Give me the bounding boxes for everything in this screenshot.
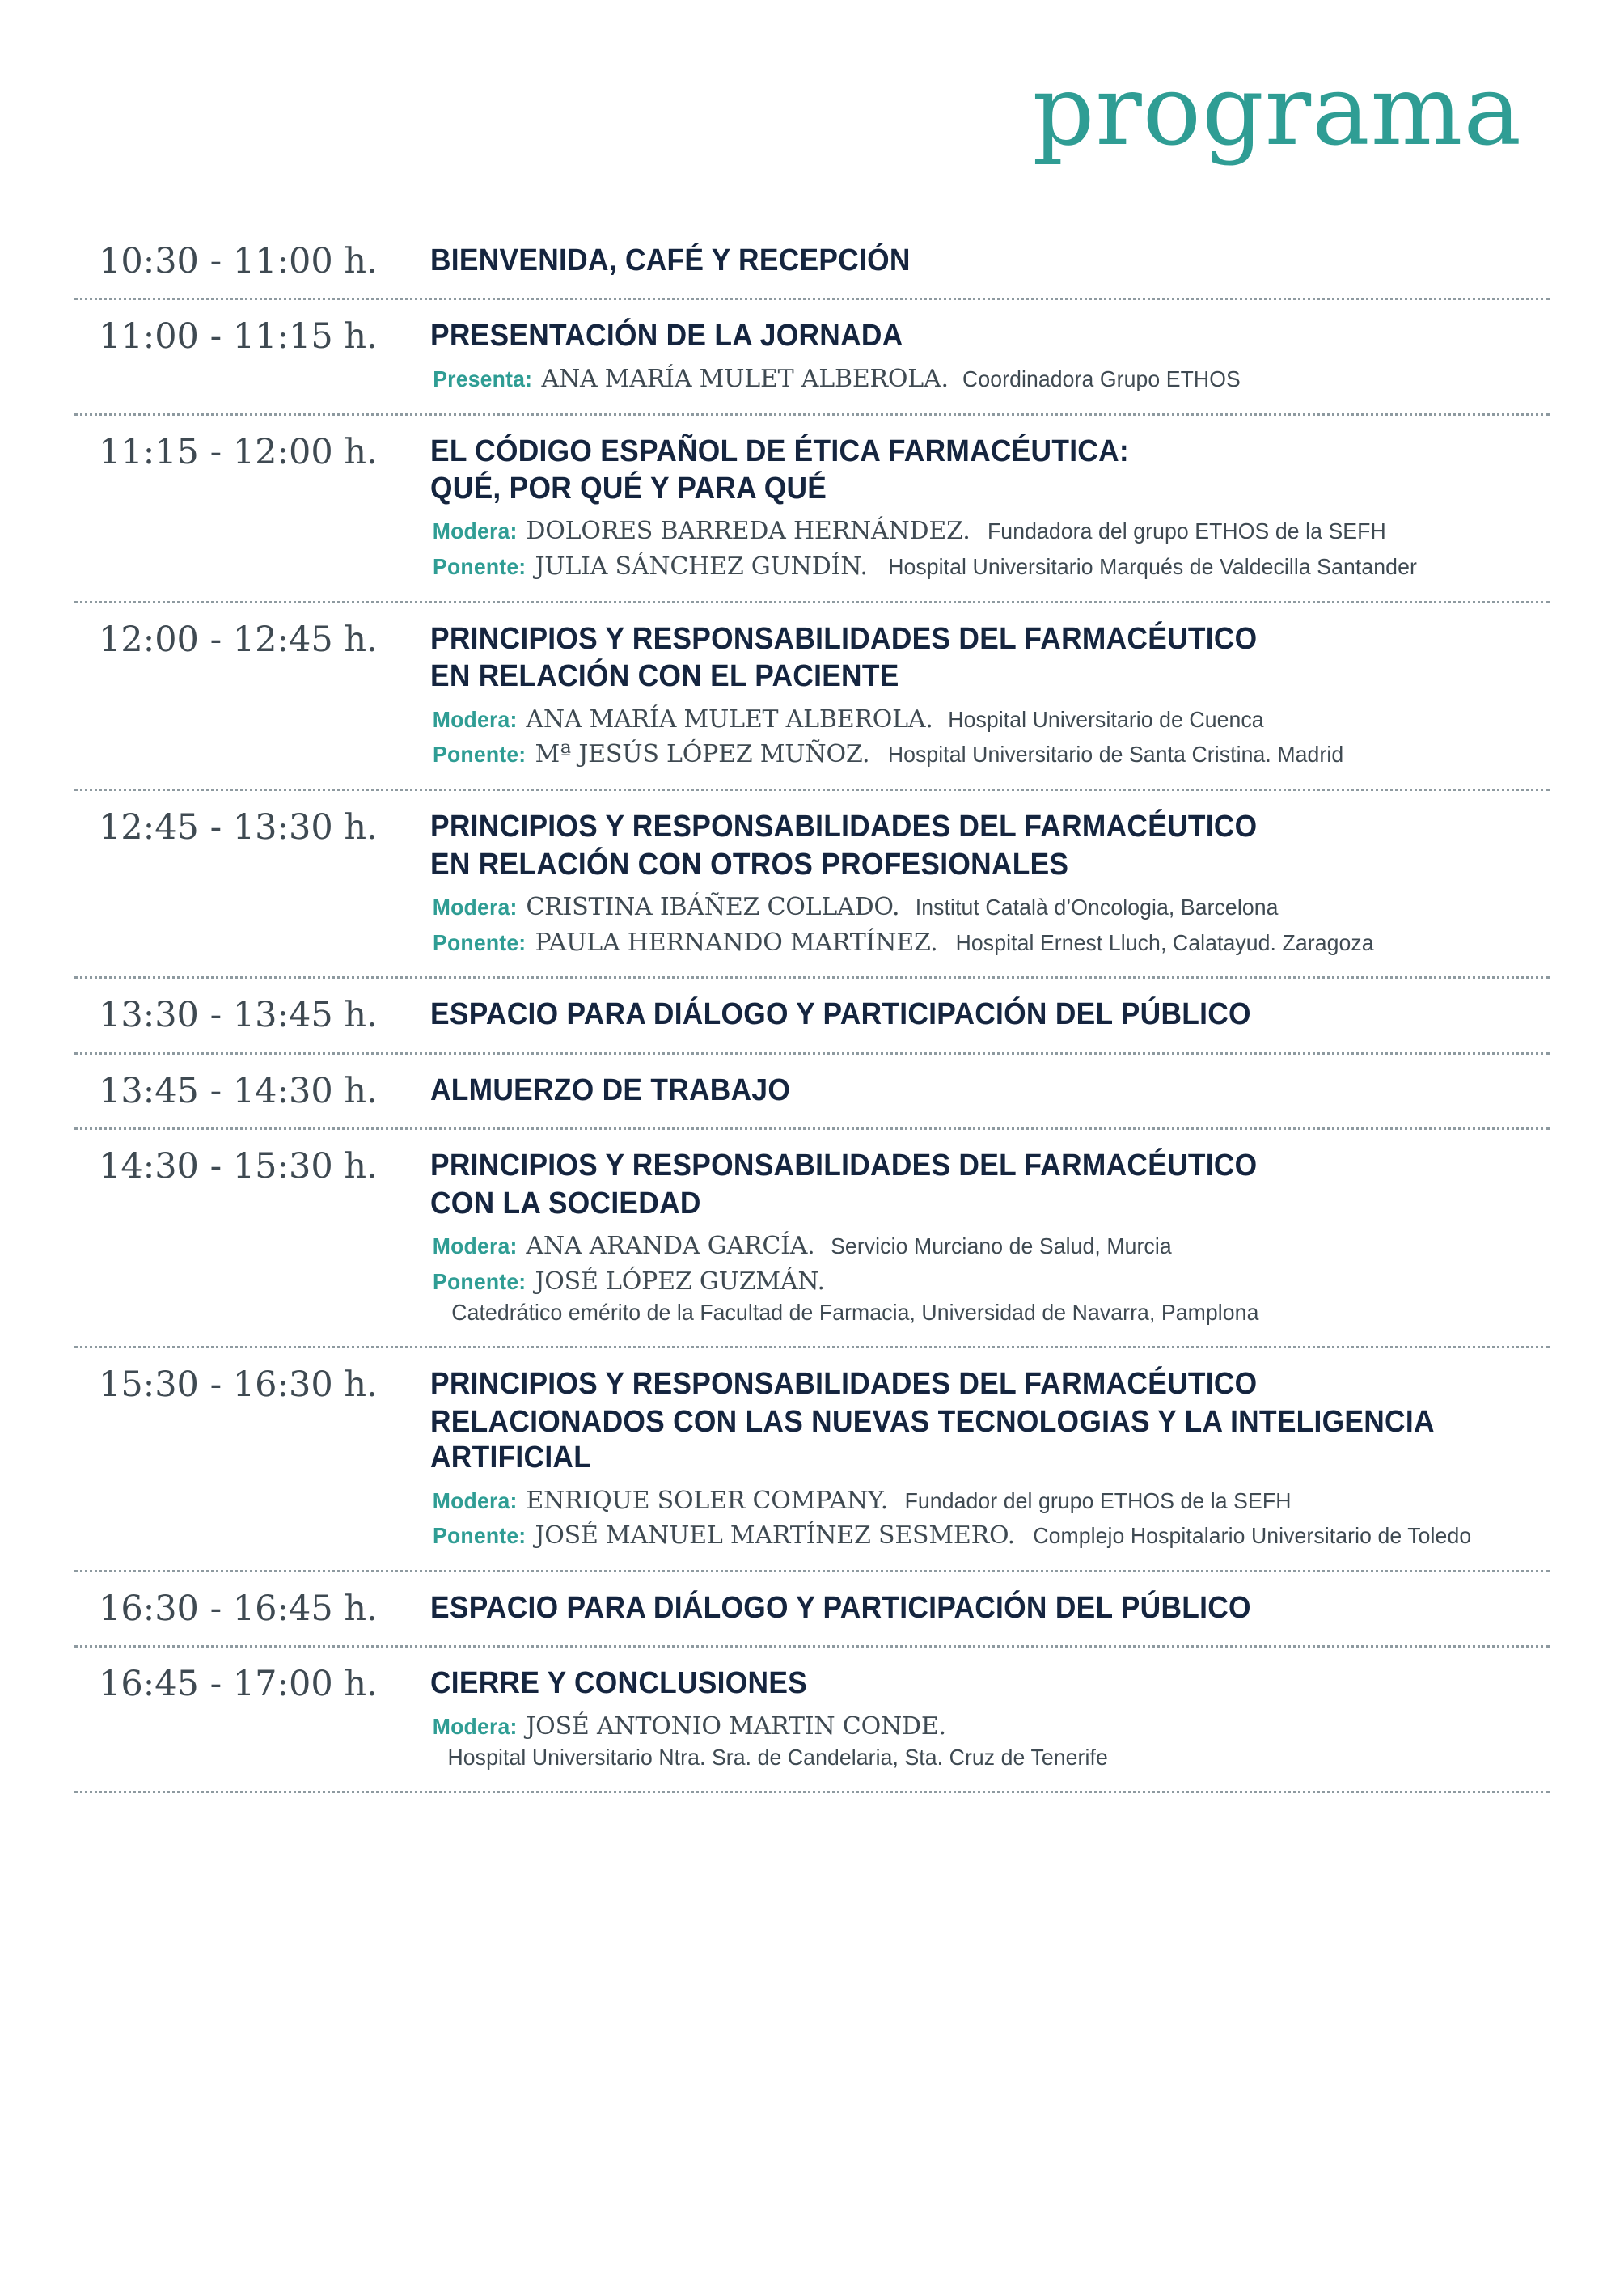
session-time-cell [74,1590,430,1627]
title-row [74,0,1550,167]
session-title: PRESENTACIÓN DE LA JORNADA [430,319,903,353]
session-title-line2: EN RELACIÓN CON EL PACIENTE [430,659,899,694]
session-time-cell [74,1148,430,1185]
person-role-label: Modera: [432,1713,518,1739]
session-body [430,809,1550,958]
person-affiliation: Fundador del grupo ETHOS de la SEFH [904,1487,1292,1513]
session-person-row [430,515,1542,548]
schedule-row [74,1645,1550,1791]
person-name: ANA MARÍA MULET ALBEROLA. [541,364,949,393]
session-title: ESPACIO PARA DIÁLOGO Y PARTICIPACIÓN DEL PÚBLICO [430,997,1251,1032]
session-title: CIERRE Y CONCLUSIONES [430,1666,808,1701]
session-time-cell [74,621,430,658]
session-title: BIENVENIDA, CAFÉ Y RECEPCIÓN [430,243,911,277]
session-time: 12:00 - 12:45 h. [99,619,378,660]
person-affiliation: Servicio Murciano de Salud, Murcia [830,1233,1172,1259]
person-name: PAULA HERNANDO MARTÍNEZ. [535,928,938,957]
session-title-line2: RELACIONADOS CON LAS NUEVAS TECNOLOGIAS Y LA INTELIGENCIA ARTIFICIAL [430,1404,1434,1475]
session-time-cell [74,431,430,472]
session-time: 12:45 - 13:30 h. [99,807,378,848]
session-time-cell [74,243,430,280]
schedule-end-rule [74,1791,1550,1793]
person-role-label: Ponente: [433,742,527,768]
session-time: 14:30 - 15:30 h. [99,1146,378,1187]
person-name: DOLORES BARREDA HERNÁNDEZ. [526,517,971,546]
session-person-row [430,738,1542,771]
person-affiliation: Fundadora del grupo ETHOS de la SEFH [987,518,1386,544]
person-name: ENRIQUE SOLER COMPANY. [526,1486,889,1515]
session-time-cell [74,809,430,846]
person-affiliation: Coordinadora Grupo ETHOS [962,366,1241,391]
session-title: PRINCIPIOS Y RESPONSABILIDADES DEL FARMACÉUTICO [430,1149,1258,1183]
person-affiliation: Institut Català d’Oncologia, Barcelona [916,895,1279,920]
session-body [430,1590,1550,1626]
session-person-row [430,927,1542,959]
session-person-row [430,1485,1542,1517]
session-title: PRINCIPIOS Y RESPONSABILIDADES DEL FARMACÉUTICO [430,1367,1258,1402]
person-name: CRISTINA IBÁÑEZ COLLADO. [526,893,900,922]
session-body [430,1072,1550,1108]
schedule-row [74,601,1550,789]
person-role-label: Ponente: [433,1268,527,1294]
schedule-row [74,238,1550,298]
session-time: 11:00 - 11:15 h. [99,316,378,357]
session-title-line2: EN RELACIÓN CON OTROS PROFESIONALES [430,847,1069,882]
session-person-row [430,363,1542,396]
session-title: ALMUERZO DE TRABAJO [430,1072,791,1107]
session-body [430,1366,1550,1552]
session-person-row [430,1711,1542,1773]
schedule-row [74,1127,1550,1346]
session-body [430,434,1550,583]
schedule-row [74,976,1550,1051]
session-title-line2: QUÉ, POR QUÉ Y PARA QUÉ [430,472,827,506]
session-body [430,1148,1550,1328]
session-time: 10:30 - 11:00 h. [99,241,378,281]
page-title: programa [1032,55,1522,167]
schedule-row [74,1052,1550,1127]
session-body [430,996,1550,1032]
person-role-label: Ponente: [433,1523,527,1549]
session-time-cell [74,1364,430,1406]
session-title-line2: CON LA SOCIEDAD [430,1186,701,1221]
session-time-cell [74,1072,430,1110]
schedule-row [74,789,1550,976]
session-body [430,621,1550,771]
person-name: Mª JESÚS LÓPEZ MUÑOZ. [535,740,870,769]
session-body [430,318,1550,395]
session-time: 16:30 - 16:45 h. [99,1589,378,1629]
person-name: JULIA SÁNCHEZ GUNDÍN. [535,552,868,582]
session-person-row [430,1520,1542,1552]
schedule-row [74,1346,1550,1570]
session-title: ESPACIO PARA DIÁLOGO Y PARTICIPACIÓN DEL PÚBLICO [430,1591,1251,1625]
session-title: EL CÓDIGO ESPAÑOL DE ÉTICA FARMACÉUTICA: [430,434,1129,468]
person-role-label: Modera: [432,518,518,544]
person-affiliation: Catedrático emérito de la Facultad de Farmacia, Universidad de Navarra, Pamplona [451,1299,1259,1325]
person-affiliation: Complejo Hospitalario Universitario de Toledo [1033,1523,1472,1549]
session-time-cell [74,318,430,355]
person-affiliation: Hospital Universitario de Santa Cristina. Madrid [888,742,1344,768]
person-name: JOSÉ MANUEL MARTÍNEZ SESMERO. [535,1521,1015,1551]
session-person-row [430,1230,1542,1263]
person-role-label: Modera: [432,706,518,732]
person-affiliation: Hospital Universitario Marqués de Valdecilla Santander [887,554,1417,580]
session-time: 16:45 - 17:00 h. [99,1664,378,1705]
session-time: 13:30 - 13:45 h. [99,995,378,1036]
session-person-row [430,891,1542,924]
session-time-cell [74,1665,430,1703]
schedule-row [74,413,1550,601]
person-role-label: Presenta: [433,366,533,391]
session-time-cell [74,996,430,1034]
schedule-row [74,298,1550,412]
person-name: ANA ARANDA GARCÍA. [526,1232,815,1261]
person-role-label: Ponente: [433,554,527,580]
session-person-row [430,704,1542,736]
session-time: 11:15 - 12:00 h. [99,431,378,472]
person-name: JOSÉ LÓPEZ GUZMÁN. [535,1267,825,1296]
person-role-label: Modera: [432,1233,518,1259]
session-title: PRINCIPIOS Y RESPONSABILIDADES DEL FARMACÉUTICO [430,810,1258,844]
session-body [430,1665,1550,1773]
person-name: ANA MARÍA MULET ALBEROLA. [526,704,933,734]
session-person-row [430,551,1542,583]
person-affiliation: Hospital Ernest Lluch, Calatayud. Zaragoza [955,929,1374,955]
session-time: 15:30 - 16:30 h. [99,1364,378,1406]
person-affiliation: Hospital Universitario de Cuenca [948,706,1264,732]
person-role-label: Modera: [432,895,518,920]
session-person-row [430,1266,1542,1328]
person-affiliation: Hospital Universitario Ntra. Sra. de Candelaria, Sta. Cruz de Tenerife [447,1744,1108,1770]
session-time: 13:45 - 14:30 h. [99,1070,378,1111]
person-role-label: Modera: [432,1487,518,1513]
session-title: PRINCIPIOS Y RESPONSABILIDADES DEL FARMACÉUTICO [430,621,1258,656]
session-body [430,243,1550,278]
person-role-label: Ponente: [433,929,527,955]
schedule-list [74,238,1550,1793]
person-name: JOSÉ ANTONIO MARTIN CONDE. [526,1711,946,1741]
schedule-row [74,1570,1550,1645]
